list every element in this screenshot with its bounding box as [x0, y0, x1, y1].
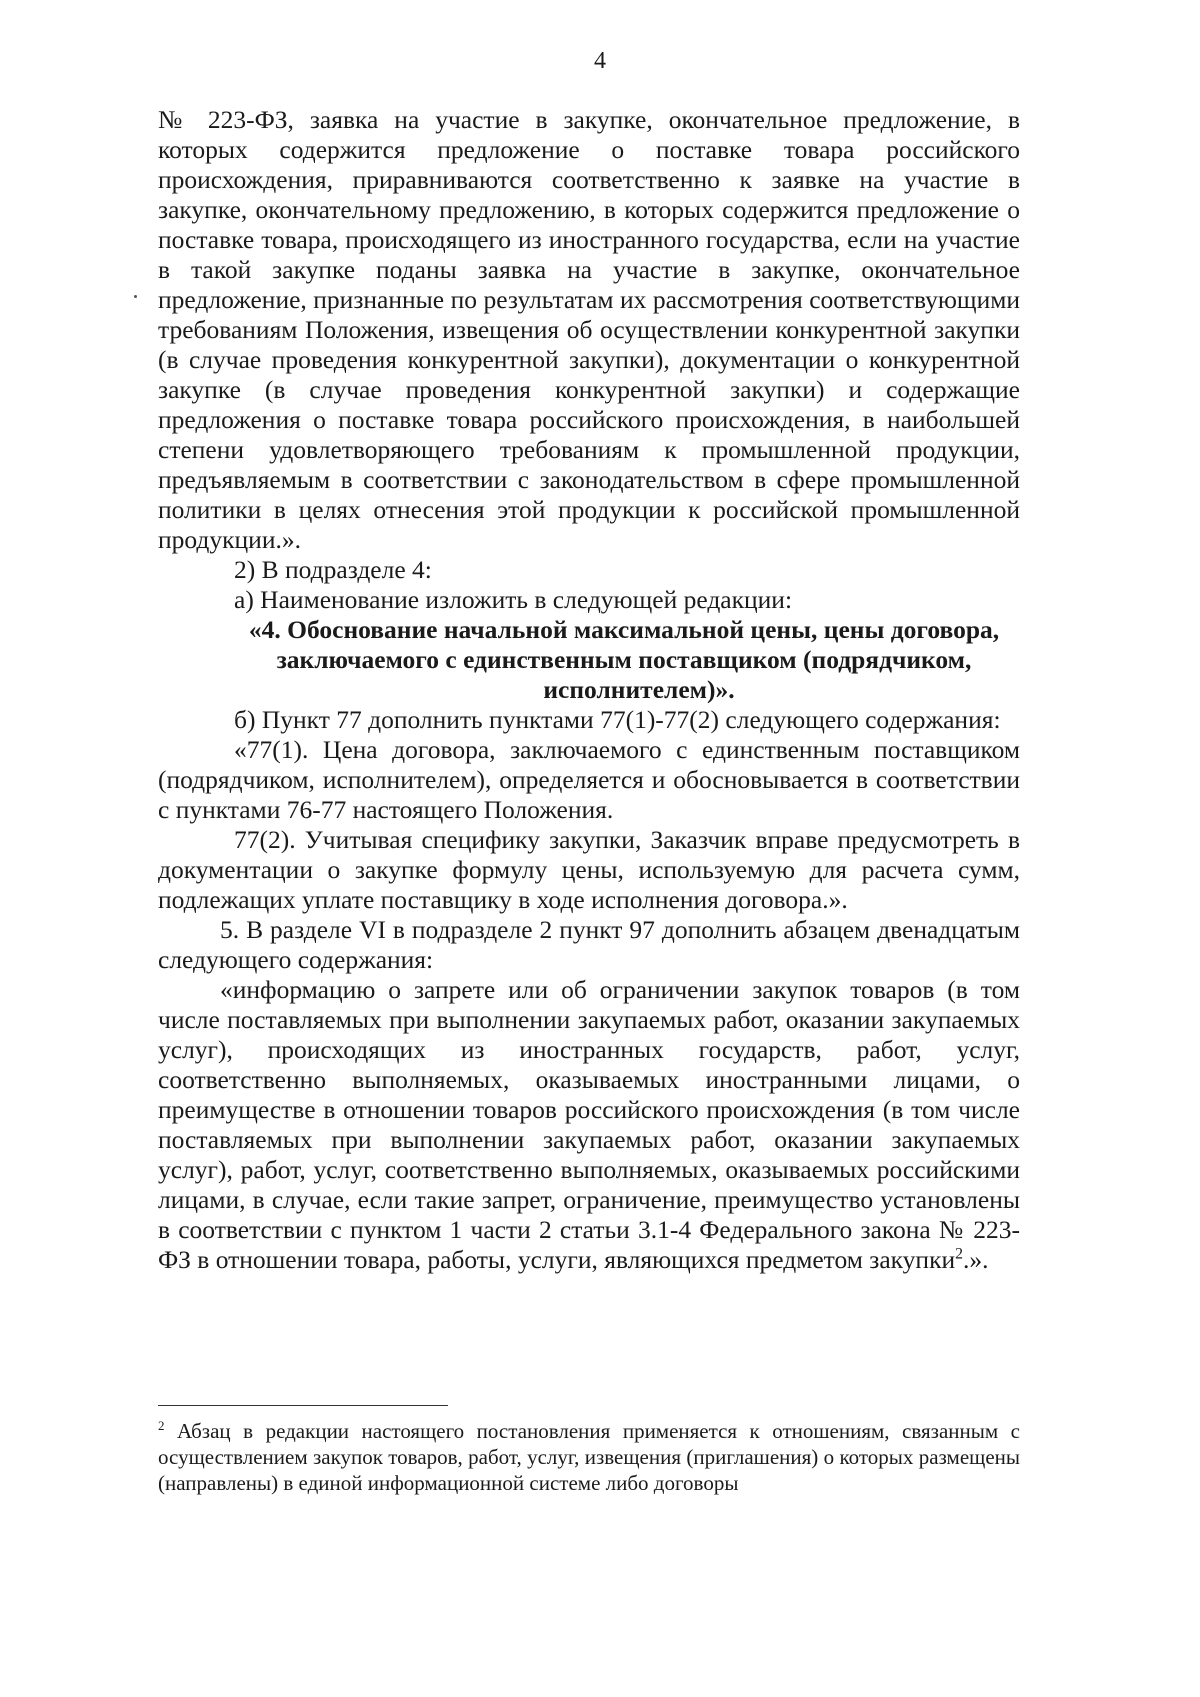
- paragraph-continuation: № 223-ФЗ, заявка на участие в закупке, окончательное предложение, в которых содержится предложение о поставке товара российского происхождения, приравниваются соответственно к заявке на участие в закупке, окончательному предложению, в которых содержится предложение о поставке товара, происходящего из иностранного государства, если на участие в такой закупке поданы заявка на участие в закупке, окончательное предложение, признанные по результатам их рассмотрения соответствующими требованиям Положения, извещения об осуществлении конкурентной закупки (в случае проведения конкурентной закупки), документации о конкурентной закупке (в случае проведения конкурентной закупки) и содержащие предложения о поставке товара российского происхождения, в наибольшей степени удовлетворяющего требованиям к промышленной продукции, предъявляемым в соответствии с законодательством в сфере промышленной политики в целях отнесения этой продукции к российской промышленной продукции.».: [158, 105, 1020, 554]
- footnote: [158, 1418, 1020, 1496]
- section-heading-line-3: исполнителем)».: [543, 675, 735, 704]
- information-clause-text: «информацию о запрете или об ограничении закупок товаров (в том числе поставляемых при выполнении закупаемых работ, оказании закупаемых услуг), происходящих из иностранных государств, работ, услуг, соответственно выполняемых, оказываемых иностранными лицами, о преимуществе в отношении товаров российского происхождения (в том числе поставляемых при выполнении закупаемых работ, оказании закупаемых услуг), работ, услуг, соответственно выполняемых, оказываемых российскими лицами, в случае, если такие запрет, ограничение, преимущество установлены в соответствии с пунктом 1 части 2 статьи 3.1-4 Федерального закона № 223-ФЗ в отношении товара, работы, услуги, являющихся предметом закупки: [158, 975, 1020, 1274]
- paragraph-point-77-1: «77(1). Цена договора, заключаемого с единственным поставщиком (подрядчиком, исполнителем), определяется и обосновывается в соответствии с пунктами 76-77 настоящего Положения.: [158, 735, 1020, 824]
- footnote-text: Абзац в редакции настоящего постановления применяется к отношениям, связанным с осуществлением закупок товаров, работ, услуг, извещения (приглашения) о которых размещены (направлены) в единой информационной системе либо договоры: [158, 1419, 1020, 1495]
- scan-mark: [134, 295, 137, 298]
- paragraph-section-6: 5. В разделе VI в подразделе 2 пункт 97 дополнить абзацем двенадцатым следующего содержания:: [158, 915, 1020, 974]
- section-heading-line-2: заключаемого с единственным поставщиком (подрядчиком,: [276, 645, 972, 674]
- paragraph-point-77-2: 77(2). Учитывая специфику закупки, Заказчик вправе предусмотреть в документации о закупке формулу цены, используемую для расчета сумм, подлежащих уплате поставщику в ходе исполнения договора.».: [158, 825, 1020, 914]
- footnote-marker: 2: [158, 1418, 165, 1433]
- paragraph-subsection-4: 2) В подразделе 4:: [234, 555, 432, 584]
- paragraph-title-change: а) Наименование изложить в следующей редакции:: [234, 585, 793, 614]
- document-body: [158, 105, 1020, 1275]
- page-number: 4: [594, 48, 606, 74]
- section-heading-line-1: «4. Обоснование начальной максимальной цены, цены договора,: [248, 615, 1000, 644]
- information-clause-end: .».: [963, 1245, 989, 1274]
- paragraph-information-clause: [158, 975, 1020, 1275]
- paragraph-point-77: б) Пункт 77 дополнить пунктами 77(1)-77(2) следующего содержания:: [234, 705, 1001, 734]
- footnote-divider: [158, 1405, 448, 1406]
- footnote-reference: 2: [955, 1245, 964, 1263]
- section-heading: [158, 615, 1020, 705]
